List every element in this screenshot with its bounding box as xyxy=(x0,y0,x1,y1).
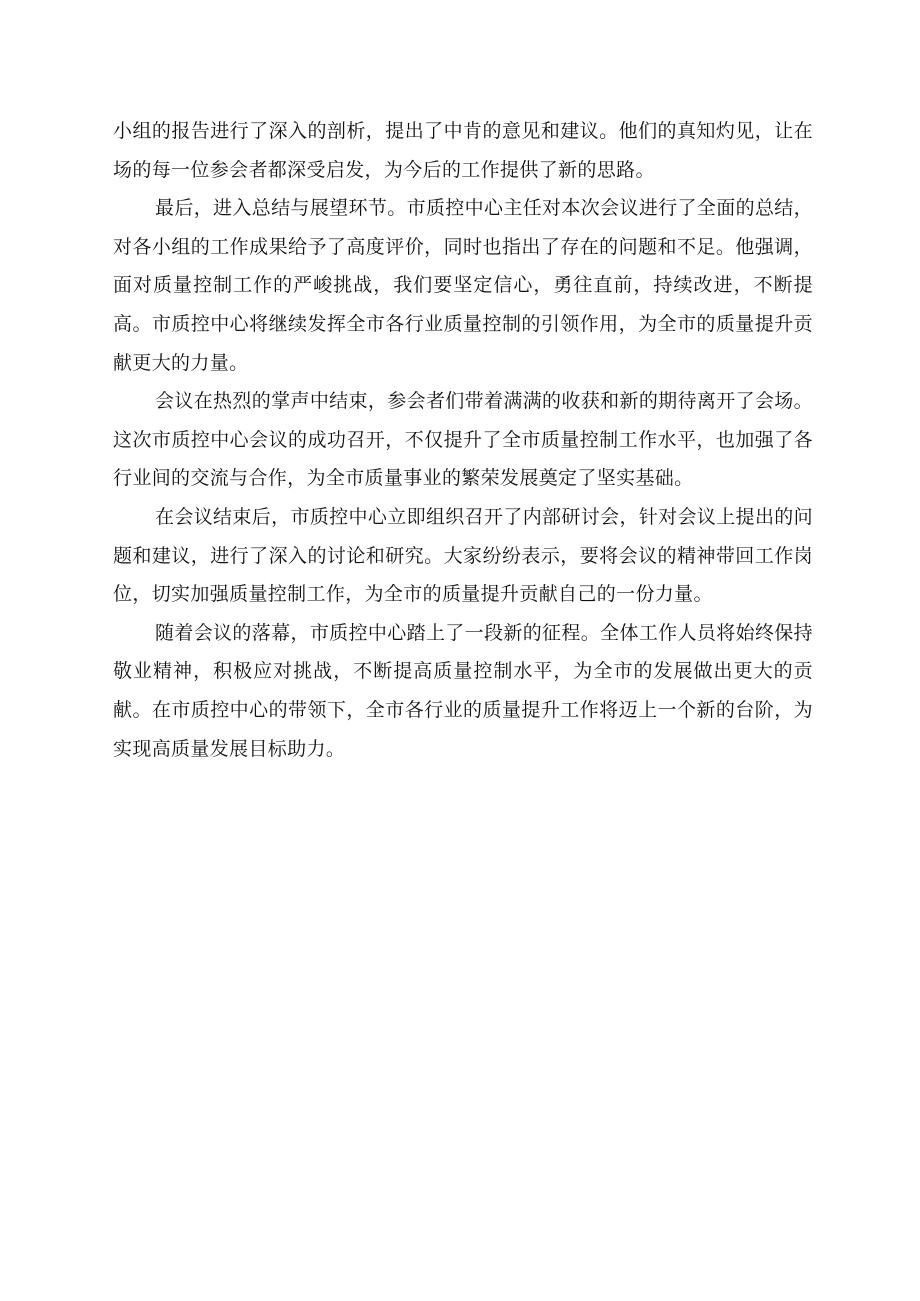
document-body xyxy=(113,112,813,768)
paragraph-summary: 最后，进入总结与展望环节。市质控中心主任对本次会议进行了全面的总结，对各小组的工作成果给予了高度评价，同时也指出了存在的问题和不足。他强调，面对质量控制工作的严峻挑战，我们要坚定信心，勇往直前，持续改进，不断提高。市质控中心将继续发挥全市各行业质量控制的引领作用，为全市的质量提升贡献更大的力量。 xyxy=(113,197,813,374)
paragraph-seminar: 在会议结束后，市质控中心立即组织召开了内部研讨会，针对会议上提出的问题和建议，进行了深入的讨论和研究。大家纷纷表示，要将会议的精神带回工作岗位，切实加强质量控制工作，为全市的质量提升贡献自己的一份力量。 xyxy=(113,505,813,606)
paragraph-closing: 会议在热烈的掌声中结束，参会者们带着满满的收获和新的期待离开了会场。这次市质控中心会议的成功召开，不仅提升了全市质量控制工作水平，也加强了各行业间的交流与合作，为全市质量事业的繁荣发展奠定了坚实基础。 xyxy=(113,390,813,490)
paragraph-outlook: 随着会议的落幕，市质控中心踏上了一段新的征程。全体工作人员将始终保持敬业精神，积极应对挑战，不断提高质量控制水平，为全市的发展做出更大的贡献。在市质控中心的带领下，全市各行业的质量提升工作将迈上一个新的台阶，为实现高质量发展目标助力。 xyxy=(113,621,813,760)
paragraph-continuation: 小组的报告进行了深入的剖析，提出了中肯的意见和建议。他们的真知灼见，让在场的每一位参会者都深受启发，为今后的工作提供了新的思路。 xyxy=(113,120,813,181)
